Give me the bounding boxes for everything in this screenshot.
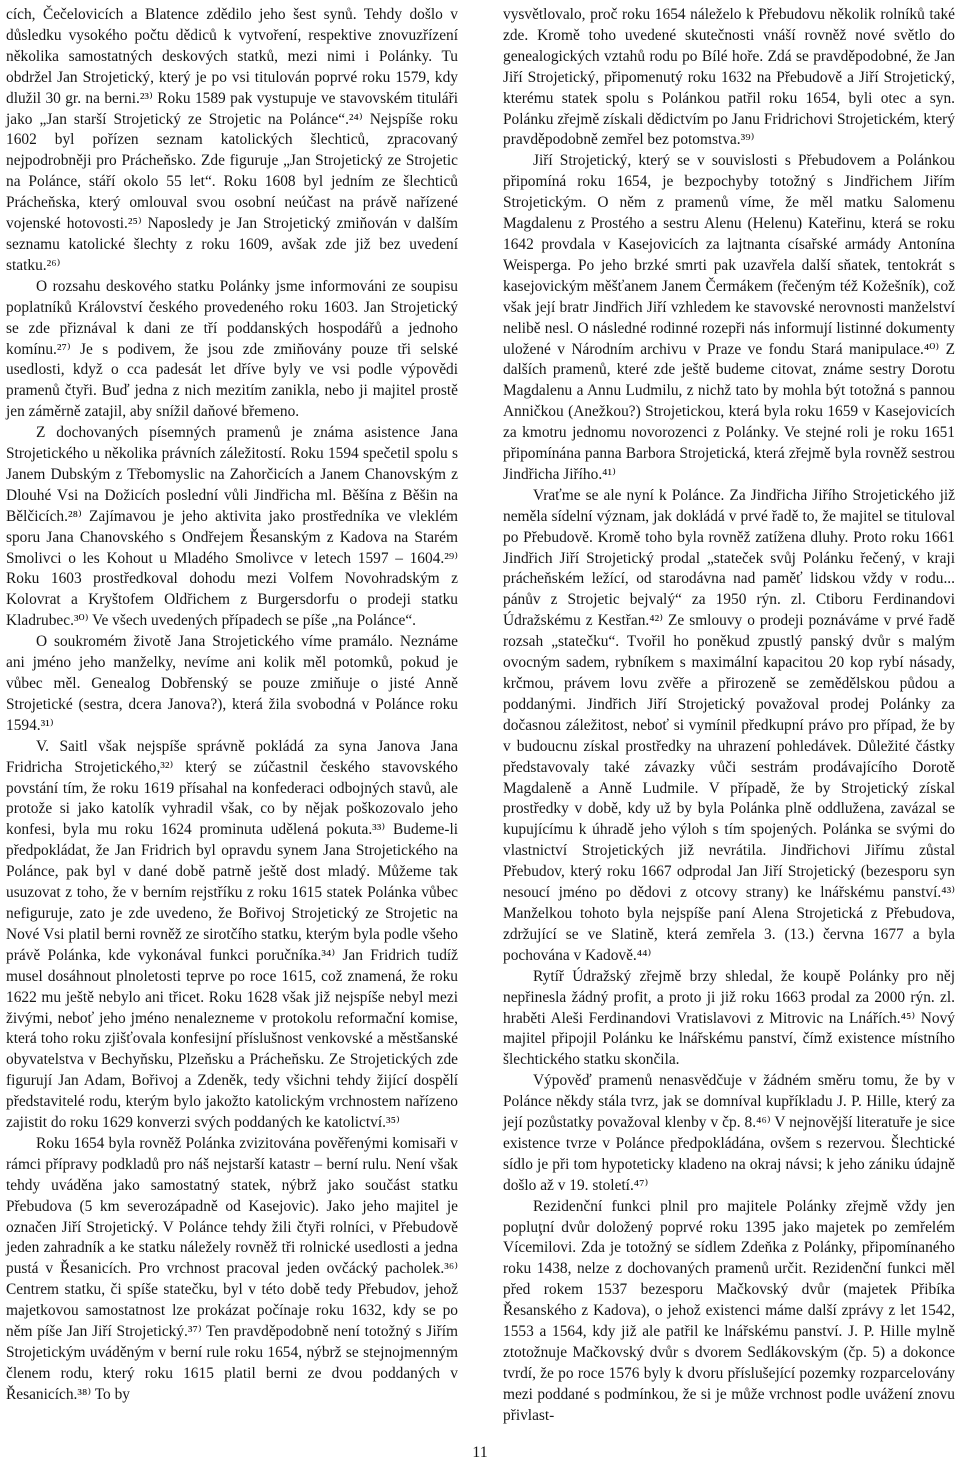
paragraph: O soukromém životě Jana Strojetického víme pramálo. Neznáme ani jméno jeho manželky, nevíme ani kolik měl potomků, pokud je vůbec měl. Genealog Dobřenský se pouze zmiňuje o jisté Anně Strojetické (sestra, dcera Janova?), která žila svobodná v Polánce roku 1594.³¹⁾ [6, 633, 458, 734]
paragraph: Roku 1654 byla rovněž Polánka zvizitována pověřenými komisaři v rámci přípravy podkladů pro náš nejstarší katastr – berní rulu. Není však tehdy uváděna jako samostatný statek, nýbrž jako součást statku Přebudova (5 km severozápadně od Kasejovic). Jako jeho majitel je označen Jiří Strojetický. V Polánce tehdy žili čtyři rolníci, v Přebudově jeden zahradník a ke statku náležely rovněž tři rolnické usedlosti a jedna pustá v Řesanicích. Pro vrchnost pracoval jeden ovčácký pacholek.³⁶⁾ Centrem statku, či spíše statečku, byl v této době tedy Přebudov, jehož majetkovou samostatnost lze prokázat počínaje roku 1632, kdy se po něm píše Jan Jiří Strojetický.³⁷⁾ Ten pravděpodobně není totožný s Jiřím Strojetickým uváděným v berní rule roku 1654, nýbrž se stejnojmenným členem rodu, který roku 1615 platil berni ze dvou poddaných v Řesanicích.³⁸⁾ To by [6, 1134, 458, 1403]
paragraph: vysvětlovalo, proč roku 1654 náleželo k Přebudovu několik rolníků také zde. Kromě toho uvedené skutečnosti vnáší rovněž nové světlo do genealogických vztahů rodu po Bílé hoře. Zdá se pravděpodobné, že Jan Jiří Strojetický, připomenutý roku 1632 na Přebudově a Jiří Strojetický, kterému statek spolu s Polánkou patřil roku 1654, byli otec a syn. Polánku zřejmě získali dědictvím po Janu Fridrichovi Strojetickém, který pravděpodobně zemřel bez potomstva.³⁹⁾ [503, 6, 955, 149]
paragraph: Z dochovaných písemných pramenů je známa asistence Jana Strojetického u několika právních záležitostí. Roku 1594 spečetil spolu s Janem Dubským z Třebomyslic na Zahorčicích a Janem Chanovským z Dlouhé Vsi na Dožicích poslední vůli Jindřicha ml. Běšína z Běšin na Bělčicích.²⁸⁾ Zajímavou je jeho aktivita jako prostředníka ve vleklém sporu Jana Chanovského s Ondřejem Řesanským z Kadova na Starém Smolivci o les Kohout u Mladého Smolivce v letech 1597 – 1604.²⁹⁾ Roku 1603 prostředkoval dohodu mezi Volfem Novohradským z Kolovrat a Kryštofem Oldřichem z Burgersdorfu o prodeji statku Kladrubec.³⁰⁾ Ve všech uvedených případech se píše „na Polánce“. [6, 424, 458, 630]
paragraph: O rozsahu deskového statku Polánky jsme informováni ze soupisu poplatníků Království českého provedeného roku 1603. Jan Strojetický se zde přiznával k dani ze tří poddanských hospodářů a jednoho komínu.²⁷⁾ Je s podivem, že jsou zde zmiňovány pouze tři selské usedlosti, když o cca padesát let dříve byly ve vsi podle výpovědi pramenů čtyři. Buď jedna z nich mezitím zanikla, nebo ji majitel prostě jen záměrně zatajil, aby snížil daňové břemeno. [6, 277, 458, 421]
paragraph: V. Saitl však nejspíše správně pokládá za syna Janova Jana Fridricha Strojetického,³²⁾ který se zúčastnil českého stavovského povstání tím, že roku 1619 přísahal na konfederaci odbojných stavů, ale protože si jako katolík vyhradil však, co by nějak poškozovalo jeho konfesi, byla mu roku 1624 prominuta udělená pokuta.³³⁾ Budeme-li předpokládat, že Jan Fridrich byl opravdu synem Jana Strojetického na Polánce, pak byl v dané době patrně ještě dost mladý. Můžeme tak usuzovat z toho, že v berním rejstříku z roku 1615 statek Polánka vůbec nefiguruje, zato je zde uvedeno, že Bořivoj Strojetický ze Strojetic na Nové Vsi platil berni rovněž ze sirotčího statku, kterým byla podle všeho právě Polánka, kde vykonával funkci poručníka.³⁴⁾ Jan Fridrich tudíž musel dosáhnout plnoletosti teprve po roce 1615, což znamená, že roku 1622 mu ještě nebylo ani třicet. Roku 1628 však již nejspíše nebyl mezi živými, neboť jeho jméno nenalezneme v protokolu reformační komise, která toho roku zjišťovala konfesijní příslušnost venkovské a městšanské obyvatelstva v Bechyňsku, Plzeňsku a Prácheňsku. Ze Strojetických zde figurují Jan Adam, Bořivoj a Zdeněk, tedy všichni tehdy žijící dospělí představitelé rodu, kterým bylo jakožto katolickým vrchnostem nařízeno zajistit do roku 1629 konverzi svých poddaných ke katolictví.³⁵⁾ [6, 737, 458, 1132]
paragraph: Jiří Strojetický, který se v souvislosti s Přebudovem a Polánkou připomíná roku 1654, je bezpochyby totožný s Jindřichem Jiřím Strojetickým. O něm z pramenů víme, že měl matku Salomenu Magdalenu z Prostého a sestru Alenu (Helenu) Kateřinu, která se roku 1642 provdala v Kasejovicích za lajtnanta císařské armády Antonína Weisperga. Po jeho brzké smrti pak uzavřela další sňatek, tentokrát s kasejovickým měšťanem Janem Čermákem (řečeným též Kožešník), což však její bratr Jindřich Jiří vzhledem ke stavovské nerovnosti manželství nelibě nesl. O následné rodinné rozepři nás informují listinné dokumenty uložené v Národním archivu v Praze ve fondu Stará manipulace.⁴⁰⁾ Z dalších pramenů, které zde ještě budeme citovat, známe sestry Dorotu Magdalenu a Annu Ludmilu, z nichž tato by mohla být totožná s pannou Anničkou (Anežkou?) Strojetickou, která byla roku 1659 v Kasejovicích za kmotru jednomu novorozenci z Polánky. Ve stejné roli je roku 1651 připomínána panna Barbora Strojetická, která zřejmě byla rovněž sestrou Jindřicha Jiřího.⁴¹⁾ [503, 152, 955, 483]
paragraph: Výpověď pramenů nenasvědčuje v žádném směru tomu, že by v Polánce někdy stála tvrz, jak se domníval kupříkladu J. P. Hille, který za její pozůstatky považoval klenby v čp. 8.⁴⁶⁾ V nejnovější literatuře je sice existence tvrze v Polánce předpokládána, ovšem s rezervou. Šlechtické sídlo je při tom hypoteticky kladeno na okraj návsi; k jeho zániku údajně došlo až v 19. století.⁴⁷⁾ [503, 1072, 955, 1194]
paragraph: cích, Čečelovicích a Blatence zdědilo jeho šest synů. Tehdy došlo v důsledku vysokého počtu dědiců k vytvoření, respektive znovuzřízení několika samostatných deskových statků, mezi nimi i Polánky. Tu obdržel Jan Strojetický, který je po vsi titulován poprvé roku 1579, kdy dlužil 30 gr. na berni.²³⁾ Roku 1589 pak vystupuje ve stavovském tituláři jako „Jan starší Strojetický ze Strojetic na Polánce“.²⁴⁾ Nejspíše roku 1602 byl pořízen seznam katolických šlechticů, zpracovaný nejpodrobněji pro Prácheňsko. Zde figuruje „Jan Strojetický ze Strojetic na Polánce, stáří okolo 55 let“. Roku 1608 byl jedním ze šlechticů Prácheňska, který omlouval svou osobní neúčast na právě nařízené vojenské hotovosti.²⁵⁾ Naposledy je Jan Strojetický zmiňován v dalším seznamu katolické šlechty z roku 1609, avšak zde již bez uvedení statku.²⁶⁾ [6, 6, 458, 274]
paragraph: Rezidenční funkci plnil pro majitele Polánky zřejmě vždy jen popluţní dvůr doložený poprvé roku 1395 jako majetek po zemřelém Vícemilovi. Zda je totožný se sídlem Zdeňka z Polánky, připomínaného roku 1438, nelze z dochovaných pramenů určit. Rezidenční funkci měl před rokem 1537 bezesporu Mačkovský dvůr (majetek Přibíka Řesanského z Kadova), o jehož existenci máme další zprávy z let 1542, 1553 a 1564, kdy již ale patřil ke lnářskému panství. J. P. Hille mylně ztotožnuje Mačkovský dvůr s dvorem Sedlákovským (čp. 5) a dokonce tvrdí, že po roce 1576 byly k dvoru příslušející pozemky rozparcelovány mezi poddané s podmínkou, že si je může vrchnost podle uvážení znovu přivlast- [503, 1197, 955, 1424]
left-text-column [6, 5, 458, 1406]
paragraph: Rytíř Údražský zřejmě brzy shledal, že koupě Polánky pro něj nepřinesla žádný profit, a proto ji již roku 1663 prodal za 2000 rýn. zl. hraběti Aleši Ferdinandovi Vratislavovi z Mitrovic na Lnářích.⁴⁵⁾ Nový majitel připojil Polánku ke lnářskému panství, čímž existence místního šlechtického statku skončila. [503, 967, 955, 1069]
right-text-column [503, 5, 955, 1427]
page-number: 11 [472, 1444, 488, 1461]
paragraph: Vraťme se ale nyní k Polánce. Za Jindřicha Jiřího Strojetického již neměla sídelní význam, jak dokládá v prvé řadě to, že majitel se tituloval po Přebudově. Kromě toho byla rovněž zatížena dluhy. Proto roku 1661 Jindřich Jiří Strojetický prodal „stateček svůj Polánku řečený, v kraji prácheňském ležící, od starodávna nad paměť lidskou vždy v rodu... pánův z Strojetic bejvalý“ za 1950 rýn. zl. Ctiboru Ferdinandovi Údražskému z Kestřan.⁴²⁾ Ze smlouvy o prodeji poznáváme v prvé řadě rozsah „statečku“. Tvořil ho poněkud zpustlý panský dvůr s malým ovocným sadem, rybníkem s maximální kapacitou 20 kop rybí násady, krčmou, právem lovu zvěře a přirozeně se zemědělskou půdou a poddanými. Jindřich Jiří Strojetický považoval prodej Polánky za dočasnou záležitost, neboť si vymínil předkupní právo pro případ, že by v budoucnu získal prostředky na uhrazení pohledávek. Důležité částky představovaly také závazky vůči sestrám prodávajícího Dorotě Magdaleně a Anně Ludmile. V případě, že by Strojetický získal prostředky v době, kdy už by byla Polánka plně oddlužena, zavázal se kupujícímu k úhradě jeho výloh s tím spojených. Polánka se svými do vlastnictví Strojetických již nevrátila. Jindřichovi Jiřímu zůstal Přebudov, který roku 1667 odprodal Jan Jiří Strojetický (bezesporu syn nesoucí jméno po dědovi z otcovy strany) ke lnářskému panství.⁴³⁾ Manželkou tohoto byla nejspíše paní Alena Strojetická z Přebudova, zdržující se ve Slatině, která zemřela 3. (13.) června 1677 a byla pochována v Kadově.⁴⁴⁾ [503, 486, 955, 964]
